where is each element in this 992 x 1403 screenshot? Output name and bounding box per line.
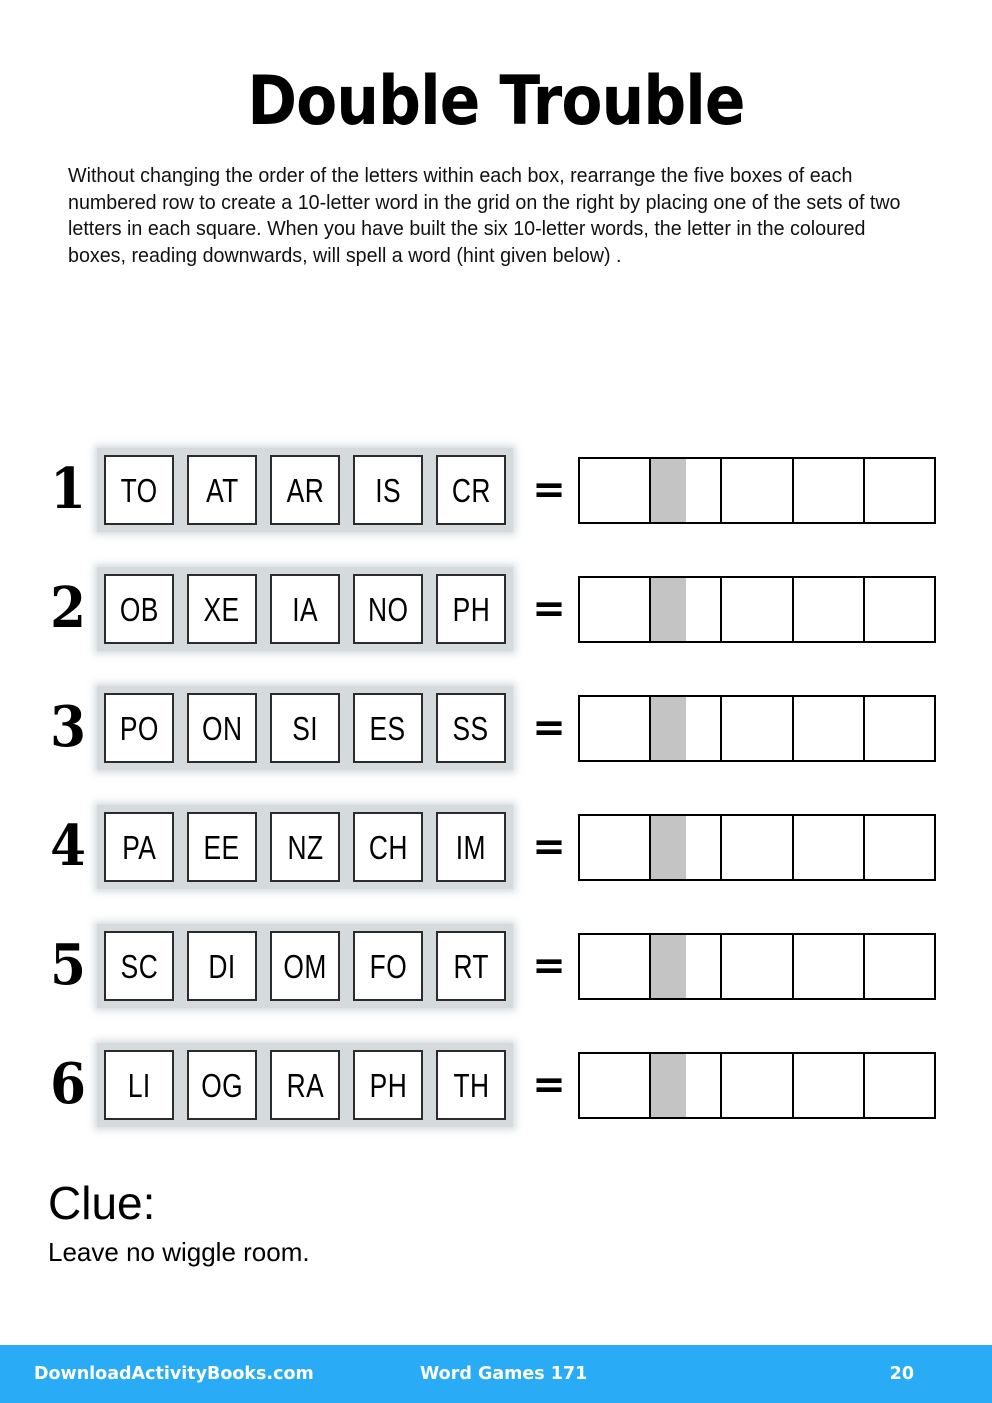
clue-section [48, 1176, 648, 1268]
answer-cell[interactable] [865, 459, 934, 522]
row-number: 2 [50, 575, 86, 641]
row-number: 5 [50, 932, 86, 998]
puzzle-row [0, 678, 992, 797]
letter-tile-label: IS [375, 471, 401, 509]
answer-cell-shaded[interactable] [651, 1054, 722, 1117]
equals-sign: = [532, 705, 566, 751]
answer-cell[interactable] [794, 578, 865, 641]
answer-cell[interactable] [580, 459, 651, 522]
answer-cell[interactable] [722, 935, 793, 998]
letter-tile-label: DI [208, 947, 236, 985]
answer-grid [578, 457, 936, 524]
letter-tile-label: NO [367, 590, 409, 628]
letter-tile[interactable] [104, 455, 174, 525]
puzzle-row [0, 440, 992, 559]
letter-tile-label: OM [283, 947, 327, 985]
letter-tile-label: RT [453, 947, 489, 985]
letter-tile-strip [97, 1043, 513, 1127]
answer-cell-shaded[interactable] [651, 459, 722, 522]
letter-tile-strip [97, 567, 513, 651]
letter-tile-label: IA [292, 590, 318, 628]
letter-tile-label: SC [120, 947, 158, 985]
letter-tile[interactable] [187, 693, 257, 763]
footer-page-number: 20 [889, 1364, 914, 1384]
letter-tile[interactable] [270, 455, 340, 525]
letter-tile-label: AR [286, 471, 324, 509]
letter-tile-label: IM [455, 828, 487, 866]
letter-tile[interactable] [353, 1050, 423, 1120]
answer-cell[interactable] [722, 459, 793, 522]
letter-tile[interactable] [353, 931, 423, 1001]
letter-tile[interactable] [104, 1050, 174, 1120]
answer-grid [578, 933, 936, 1000]
letter-tile-label: EE [203, 828, 241, 866]
answer-cell[interactable] [580, 1054, 651, 1117]
clue-hint-text: Leave no wiggle room. [48, 1237, 310, 1267]
letter-tile[interactable] [270, 574, 340, 644]
answer-cell[interactable] [865, 578, 934, 641]
letter-tile[interactable] [270, 931, 340, 1001]
letter-tile[interactable] [187, 931, 257, 1001]
row-number: 4 [50, 813, 86, 879]
letter-tile[interactable] [104, 931, 174, 1001]
letter-tile-label: FO [369, 947, 407, 985]
answer-grid [578, 576, 936, 643]
letter-tile-label: AT [205, 471, 239, 509]
answer-cell-shaded[interactable] [651, 578, 722, 641]
puzzle-row [0, 916, 992, 1035]
answer-cell[interactable] [794, 459, 865, 522]
letter-tile[interactable] [270, 693, 340, 763]
page-title: Double Trouble [247, 62, 745, 141]
answer-cell[interactable] [580, 816, 651, 879]
letter-tile[interactable] [104, 693, 174, 763]
answer-cell[interactable] [722, 816, 793, 879]
answer-cell[interactable] [794, 935, 865, 998]
answer-cell[interactable] [722, 1054, 793, 1117]
footer-site-link[interactable]: DownloadActivityBooks.com [34, 1364, 314, 1384]
answer-cell[interactable] [865, 935, 934, 998]
letter-tile-strip [97, 686, 513, 770]
instructions-text: Without changing the order of the letters within each box, rearrange the five boxes of each numbered row to create a 10-letter word in the grid on the right by placing one of the sets of two letters in each square. When you have built the six 10-letter words, the letter in the coloured boxes, reading downwards, will spell a word (hint given below) . [68, 164, 901, 267]
letter-tile[interactable] [270, 1050, 340, 1120]
puzzle-row [0, 797, 992, 916]
letter-tile-label: TH [453, 1066, 489, 1104]
letter-tile[interactable] [353, 455, 423, 525]
answer-cell-shaded[interactable] [651, 935, 722, 998]
equals-sign: = [532, 1062, 566, 1108]
letter-tile-label: SS [452, 709, 490, 747]
page-footer [0, 1345, 992, 1403]
puzzle-rows-container [0, 440, 992, 1154]
letter-tile[interactable] [270, 812, 340, 882]
row-number: 3 [50, 694, 86, 760]
letter-tile-label: PO [119, 709, 159, 747]
letter-tile[interactable] [187, 574, 257, 644]
answer-cell[interactable] [580, 578, 651, 641]
answer-cell[interactable] [865, 1054, 934, 1117]
letter-tile[interactable] [436, 812, 506, 882]
letter-tile-label: XE [203, 590, 241, 628]
puzzle-row [0, 559, 992, 678]
letter-tile-label: OG [201, 1066, 243, 1104]
answer-grid [578, 695, 936, 762]
letter-tile[interactable] [436, 1050, 506, 1120]
answer-cell[interactable] [722, 697, 793, 760]
letter-tile[interactable] [187, 1050, 257, 1120]
letter-tile-strip [97, 805, 513, 889]
letter-tile-strip [97, 924, 513, 1008]
letter-tile[interactable] [104, 574, 174, 644]
letter-tile-strip [97, 448, 513, 532]
letter-tile[interactable] [187, 455, 257, 525]
letter-tile-label: PA [121, 828, 157, 866]
letter-tile-label: OB [119, 590, 159, 628]
letter-tile[interactable] [353, 693, 423, 763]
answer-cell-shaded[interactable] [651, 697, 722, 760]
letter-tile-label: CH [368, 828, 408, 866]
answer-grid [578, 814, 936, 881]
footer-book-title: Word Games 171 [420, 1364, 588, 1384]
letter-tile[interactable] [436, 931, 506, 1001]
letter-tile[interactable] [187, 812, 257, 882]
letter-tile-label: RA [286, 1066, 324, 1104]
letter-tile-label: SI [292, 709, 318, 747]
letter-tile-label: ON [201, 709, 243, 747]
answer-cell[interactable] [580, 697, 651, 760]
puzzle-row [0, 1035, 992, 1154]
answer-cell[interactable] [794, 1054, 865, 1117]
letter-tile-label: PH [452, 590, 490, 628]
answer-cell[interactable] [794, 816, 865, 879]
equals-sign: = [532, 943, 566, 989]
letter-tile[interactable] [436, 455, 506, 525]
row-number: 6 [50, 1051, 86, 1117]
equals-sign: = [532, 467, 566, 513]
letter-tile-label: CR [451, 471, 491, 509]
answer-cell[interactable] [794, 697, 865, 760]
answer-cell-shaded[interactable] [651, 816, 722, 879]
letter-tile-label: LI [127, 1066, 151, 1104]
letter-tile-label: NZ [287, 828, 323, 866]
answer-cell[interactable] [865, 816, 934, 879]
answer-grid [578, 1052, 936, 1119]
letter-tile[interactable] [353, 812, 423, 882]
letter-tile-label: ES [369, 709, 407, 747]
equals-sign: = [532, 824, 566, 870]
letter-tile[interactable] [353, 574, 423, 644]
letter-tile[interactable] [436, 693, 506, 763]
equals-sign: = [532, 586, 566, 632]
answer-cell[interactable] [865, 697, 934, 760]
letter-tile[interactable] [104, 812, 174, 882]
letter-tile-label: PH [369, 1066, 407, 1104]
row-number: 1 [50, 456, 86, 522]
letter-tile-label: TO [120, 471, 158, 509]
answer-cell[interactable] [722, 578, 793, 641]
clue-label: Clue: [48, 1177, 156, 1229]
answer-cell[interactable] [580, 935, 651, 998]
letter-tile[interactable] [436, 574, 506, 644]
